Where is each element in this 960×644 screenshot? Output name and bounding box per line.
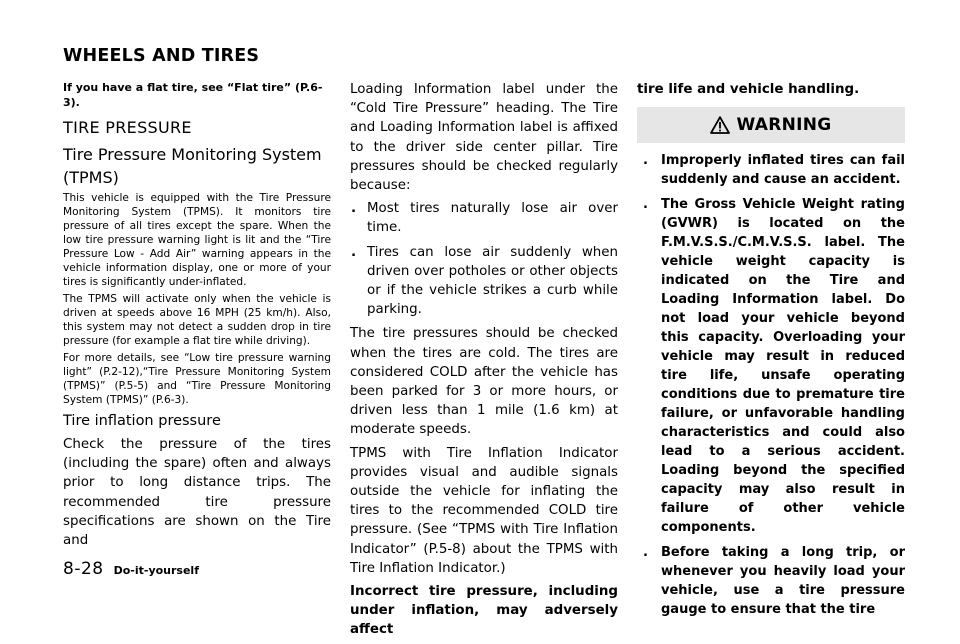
bullet-icon: . <box>643 197 648 213</box>
list-item <box>350 199 618 237</box>
bullet-icon: . <box>643 153 648 169</box>
warning-item <box>637 195 905 537</box>
warning-item-text: Before taking a long trip, or whenever you heavily load your vehicle, use a tire pressure gauge to ensure that the tire <box>661 545 905 618</box>
tpms-paragraph: The TPMS will activate only when the vehicle is driven at speeds above 16 MPH (25 km/h). Also, this system may not detect a sudden drop in tire pressure (for example a flat tire while driving). <box>63 293 331 347</box>
warning-body <box>637 143 905 619</box>
cold-tire-paragraph: The tire pressures should be checked when the tires are cold. The tires are considered COLD after the vehicle has been parked for 3 or more hours, or driven less than 1 mile (1.6 km) at moderate speeds. <box>350 326 618 438</box>
warning-list <box>637 151 905 619</box>
continued-text: tire life and vehicle handling. <box>637 82 860 97</box>
tpms-indicator-paragraph: TPMS with Tire Inflation Indicator provides visual and audible signals outside the vehicle for inflating the tires to the recommended COLD tire pressure. (See “TPMS with Tire Inflation Indicator” (P.5-8) about the TPMS with Tire Inflation Indicator.) <box>350 445 618 576</box>
column-3 <box>637 80 905 625</box>
warning-header <box>637 107 905 143</box>
bullet-icon: . <box>643 545 648 561</box>
page-header-title: WHEELS AND TIRES <box>63 46 260 66</box>
footer-section-name: Do-it-yourself <box>113 564 199 577</box>
warning-item <box>637 151 905 189</box>
list-item <box>350 243 618 320</box>
list-item-text: Most tires naturally lose air over time. <box>367 201 618 236</box>
tpms-paragraph: For more details, see “Low tire pressure warning light” (P.2-12),“Tire Pressure Monitoring System (TPMS)” (P.5-5) and “Tire Pressure Monitoring System (TPMS)” (P.6-3). <box>63 352 331 406</box>
page-number: 8-28 <box>63 559 104 579</box>
reasons-list <box>350 199 618 319</box>
warning-item-text: The Gross Vehicle Weight rating (GVWR) is located on the F.M.V.S.S./C.M.V.S.S. label. The vehicle weight capacity is indicated on the Tire and Loading Information label. Do not load your vehicle beyond this capacity. Overloading your vehicle may result in reduced tire life, unsafe operating conditions due to premature tire failure, or unfavorable handling characteristics and could also lead to a serious accident. Loading beyond the specified capacity may also result in failure of other vehicle components. <box>661 197 905 536</box>
bullet-icon: . <box>351 201 357 217</box>
section-title: TIRE PRESSURE <box>63 118 192 137</box>
column-2 <box>350 80 618 644</box>
page-footer <box>63 559 199 579</box>
warning-item-text: Improperly inflated tires can fail suddenly and cause an accident. <box>661 153 905 188</box>
warning-item <box>637 543 905 619</box>
warning-box <box>637 107 905 619</box>
inflation-heading: Tire inflation pressure <box>63 413 221 429</box>
inflation-paragraph: Check the pressure of the tires (including the spare) often and always prior to long distance trips. The recommended tire pressure specifications are shown on the Tire and <box>63 437 331 549</box>
subsection-title-tpms: Tire Pressure Monitoring System (TPMS) <box>63 145 322 187</box>
column-1 <box>63 80 331 554</box>
flat-tire-note: If you have a flat tire, see “Flat tire” (P.6-3). <box>63 81 323 109</box>
list-item-text: Tires can lose air suddenly when driven over potholes or other objects or if the vehicle strikes a curb while parking. <box>367 244 618 318</box>
tpms-paragraph: This vehicle is equipped with the Tire Pressure Monitoring System (TPMS). It monitors tire pressure of all tires except the spare. When the low tire pressure warning light is lit and the “Tire Pressure Low - Add Air” warning appears in the vehicle information display, one or more of your tires is significantly under-inflated. <box>63 192 331 288</box>
warning-triangle-icon <box>710 116 730 134</box>
continued-paragraph: Loading Information label under the “Cold Tire Pressure” heading. The Tire and Loading Information label is affixed to the driver side center pillar. Tire pressures should be checked regularly because: <box>350 82 618 194</box>
bullet-icon: . <box>351 244 357 260</box>
warning-title: WARNING <box>736 115 832 136</box>
incorrect-pressure-paragraph: Incorrect tire pressure, including under inflation, may adversely affect <box>350 584 618 638</box>
